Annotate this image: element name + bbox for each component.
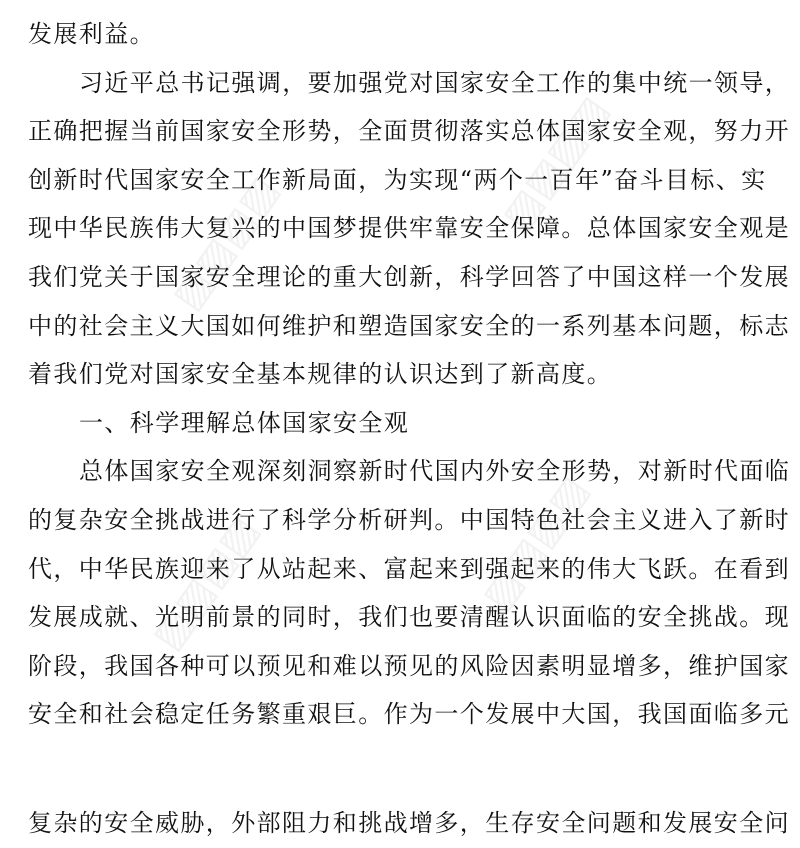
paragraph-line: 发展成就、光明前景的同时，我们也要清醒认识面临的安全挑战。现 <box>28 603 790 632</box>
paragraph-line: 正确把握当前国家安全形势，全面贯彻落实总体国家安全观，努力开 <box>28 117 790 146</box>
paragraph-line: 总体国家安全观深刻洞察新时代国内外安全形势，对新时代面临 <box>79 457 791 486</box>
paragraph-line: 着我们党对国家安全基本规律的认识达到了新高度。 <box>28 360 613 389</box>
paragraph-line: 阶段，我国各种可以预见和难以预见的风险因素明显增多，维护国家 <box>28 651 790 680</box>
watermark: ▨▨▨▨ <box>473 467 598 619</box>
watermark: ▨▨▨▨ <box>143 507 268 659</box>
paragraph-line: 创新时代国家安全工作新局面，为实现“两个一百年”奋斗目标、实 <box>28 165 767 194</box>
paragraph-line: 复杂的安全威胁，外部阻力和挑战增多，生存安全问题和发展安全问 <box>28 808 790 837</box>
paragraph-line: 安全和社会稳定任务繁重艰巨。作为一个发展中大国，我国面临多元 <box>28 700 790 729</box>
watermark: ▨▨▨▨ <box>163 167 288 319</box>
paragraph-line: 代，中华民族迎来了从站起来、富起来到强起来的伟大飞跃。在看到 <box>28 554 790 583</box>
section-heading: 一、科学理解总体国家安全观 <box>79 408 410 437</box>
paragraph-line: 现中华民族伟大复兴的中国梦提供牢靠安全保障。总体国家安全观是 <box>28 214 790 243</box>
page-break-gap <box>28 739 778 799</box>
paragraph-line: 中的社会主义大国如何维护和塑造国家安全的一系列基本问题，标志 <box>28 311 790 340</box>
paragraph-line: 的复杂安全挑战进行了科学分析研判。中国特色社会主义进入了新时 <box>28 505 790 534</box>
watermark: ▨▨▨▨ <box>493 87 618 239</box>
paragraph-line: 习近平总书记强调，要加强党对国家安全工作的集中统一领导， <box>79 68 791 97</box>
paragraph-line: 发展利益。 <box>28 20 155 48</box>
paragraph-line: 我们党关于国家安全理论的重大创新，科学回答了中国这样一个发展 <box>28 262 790 291</box>
document-page <box>28 10 791 848</box>
